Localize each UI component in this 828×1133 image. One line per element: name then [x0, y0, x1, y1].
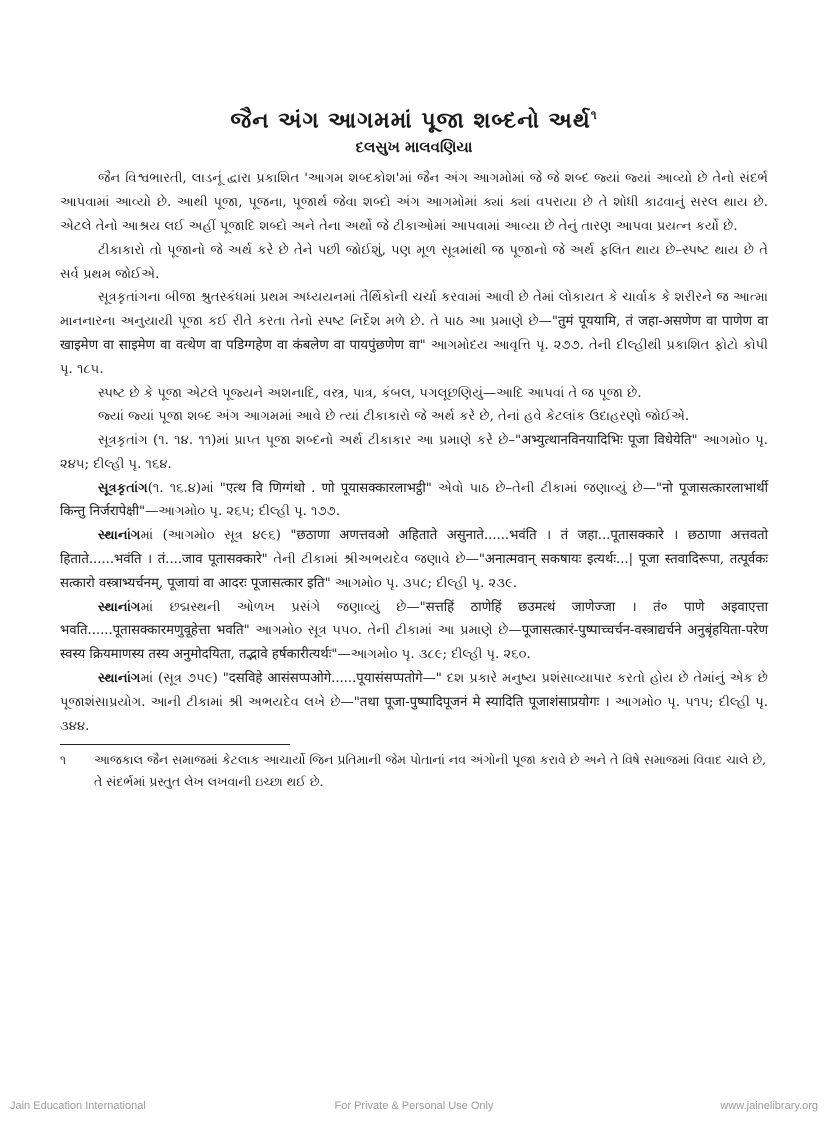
- paragraph-lead: સ્થાનાંગ: [98, 528, 141, 544]
- paragraph: સ્થાનાંગમાં (આગમો૦ સૂત્ર ૪૯૬) "छठाणा अणत्तवओ अहिताते असुनाते......भवंति । तं जहा...पूतासक्कारे । छठाणा अत्तवतो हिताते......भवंति । तं....जाव पूतासक्कारे" તેની ટીકામાં શ્રીઅભયદેવ જણાવે છે—"अनात्मवान् सकषायः इत्यर्थः...| पूजा स्तवादिरूपा, तत्पूर्वकः सत्कारो वस्त्राभ्यर्चनम्, पूजायां वा आदरः पूजासत्कार इति" આગમો૦ પૃ. ૩૫૮; દીલ્હી પૃ. ૨૩૯.: [60, 528, 768, 591]
- paragraph: જ્યાં જ્યાં પૂજા શબ્દ અંગ આગમમાં આવે છે ત્યાં ટીકાકારો જે અર્થ કરે છે, તેનાં હવે કેટલાંક ઉદાહરણો જોઈએ.: [98, 409, 690, 425]
- paragraph-lead: સૂત્રકૃતાંગ: [98, 480, 148, 496]
- footer-publisher: Jain Education International: [10, 1100, 146, 1112]
- paragraph: સ્થાનાંગમાં છદ્મસ્થની ઓળખ પ્રસંગે જણાવ્યું છે—"सत्तहिं ठाणेहिं छउमत्थं जाणेज्जा । तं० पाणे अइवाएत्ता भवति......पूतासक्कारमणुवूहेत्ता भवति" આગમો૦ સૂત્ર ૫૫૦. તેની ટીકામાં આ પ્રમાણે છે—पूजासत्कारं-पुष्पाच्चर्चन-वस्त्राद्यर्चने अनुबृंहयिता-परेण स्वस्य क्रियमाणस्य तस्य अनुमोदयिता, तद्भावे हर्षकारीत्यर्थः"—આગમો૦ પૃ. ૩૮૯; દીલ્હી પૃ. ૨૬૦.: [60, 599, 768, 663]
- document-page: [60, 100, 768, 793]
- footnote-number: ૧: [60, 752, 67, 768]
- footer-usage-note: For Private & Personal Use Only: [334, 1100, 494, 1112]
- article-title: [60, 100, 768, 135]
- paragraph: સૂત્રકૃતાંગ (૧. ૧૪. ૧૧)માં પ્રાપ્ત પૂજા શબ્દનો અર્થ ટીકાકાર આ પ્રમાણે કરે છે–"अभ्युत्थानविनयादिभिः पूजा विधेयेति" આગમો૦ પૃ. ૨૪૫; દીલ્હી પૃ. ૧૬૪.: [60, 433, 768, 472]
- footer-website-link[interactable]: www.jainelibrary.org: [720, 1100, 818, 1112]
- paragraph: સૂત્રકૃતાંગ(૧. ૧૬.૪)માં "एत्थ वि णिग्गंथो . णो पूयासक्कारलाभट्ठी" એવો પાઠ છે–તેની ટીકામાં જણાવ્યું છે—"नो पूजासत्कारलाभार्थी किन्तु निर्जरापेक्षी"—આગમો૦ પૃ. ૨૬૫; દીલ્હી પૃ. ૧૭૭.: [60, 480, 768, 520]
- paragraph: સ્થાનાંગમાં (સૂત્ર ૭૫૯) "दसविहे आसंसप्पओगे......पूयासंसप्पतोगे—" દશ પ્રકારે મનુષ્ય પ્રશંસાવ્યાપાર કરતો હોય છે તેમાંનું એક છે પૂજાશંસાપ્રયોગ. આની ટીકામાં શ્રી અભયદેવ લખે છે—"तथा पूजा-पुष्पादिपूजनं मे स्यादिति पूजाशंसाप्रयोगः । આગમો૦ પૃ. ૫૧૫; દીલ્હી પૃ. ૩૪૪.: [60, 671, 768, 734]
- paragraph: સૂત્રકૃતાંગના બીજા શ્રુતસ્કંધમાં પ્રથમ અધ્યયનમાં તૈર્થિકોની ચર્ચા કરવામાં આવી છે તેમાં લોકાયત કે ચાર્વાક કે શરીરને જ આત્મા માનનારના અનુયાયી પૂજા કઈ રીતે કરતા તેનો સ્પષ્ટ નિર્દેશ મળે છે. તે પાઠ આ પ્રમાણે છે—"तुमं पूययामि, तं जहा-असणेण वा पाणेण वा खाइमेण वा साइमेण वा वत्थेण वा पडिग्गहेण वा कंबलेण वा पायपुंछणेण वा" આગમોદય આવૃત્તિ પૃ. ૨૭૭. તેની દીલ્હીથી પ્રકાશિત ફોટો કોપી પૃ. ૧૮૫.: [60, 290, 768, 377]
- paragraph: સ્પષ્ટ છે કે પૂજા એટલે પૂજ્યને અશનાદિ, વસ્ત્ર, પાત્ર, કંબલ, પગલૂછણિયું—આદિ આપવાં તે જ પૂજા છે.: [98, 385, 642, 401]
- title-text: જૈન અંગ આગમમાં પૂજા શબ્દનો અર્થ: [230, 107, 591, 134]
- title-footnote-mark: ૧: [590, 108, 598, 122]
- paragraph-lead: સ્થાનાંગ: [98, 671, 141, 687]
- article-author: દલસુખ માલવણિયા: [355, 138, 473, 157]
- footnote-text: આજકાલ જૈન સમાજમાં કેટલાક આચાર્યો જિન પ્રતિમાની જેમ પોતાનાં નવ અંગોની પૂજા કરાવે છે અને તે વિષે સમાજમાં વિવાદ ચાલે છે, તે સંદર્ભમાં પ્રસ્તુત લેખ લખવાની ઇચ્છા થઈ છે.: [94, 752, 767, 790]
- paragraph-lead: સ્થાનાંગ: [98, 599, 141, 615]
- paragraph: જૈન વિશ્વભારતી, લાડનૂં દ્વારા પ્રકાશિત 'આગમ શબ્દકોશ'માં જૈન અંગ આગમોમાં જે જે શબ્દ જ્યાં જ્યાં આવ્યો છે તેનો સંદર્ભ આપવામાં આવ્યો છે. આથી પૂજા, પૂજના, પૂજાર્થ જેવા શબ્દો અંગ આગમોમાં ક્યાં ક્યાં વપરાયા છે તે શોધી કાઢવાનું સરલ થાય છે. એટલે તેનો આશ્રય લઈ અહીં પૂજાદિ શબ્દો અને તેના અર્થો જે ટીકાઓમાં આપવામાં આવ્યા છે તેનું તારણ આપવા પ્રયત્ન કર્યો છે.: [60, 171, 768, 234]
- paragraph: ટીકાકારો તો પૂજાનો જે અર્થ કરે છે તેને પછી જોઈશું, પણ મૂળ સૂત્રમાંથી જ પૂજાનો જે અર્થ ફલિત થાય છે–સ્પષ્ટ થાય છે તે સર્વ પ્રથમ જોઈએ.: [60, 242, 768, 282]
- footnote-divider: [60, 744, 290, 745]
- footnote: [60, 749, 768, 793]
- article-body: [60, 167, 768, 738]
